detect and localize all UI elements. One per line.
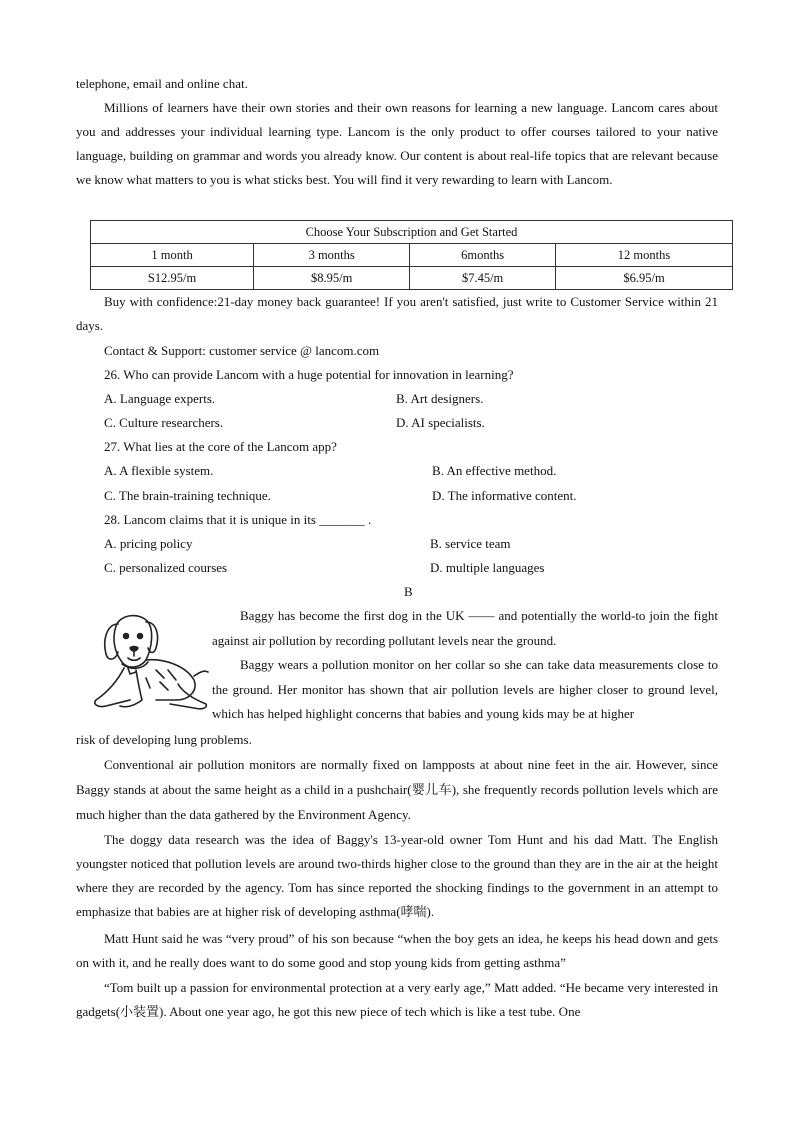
question-27-stem: 27. What lies at the core of the Lancom app? xyxy=(104,439,337,454)
plan-price: $8.95/m xyxy=(254,267,410,290)
question-28-option-b: B. service team xyxy=(430,536,511,551)
question-28-option-d: D. multiple languages xyxy=(430,560,545,575)
section-b-paragraph-2: Baggy wears a pollution monitor on her collar so she can take data measurements close to the ground. Her monitor has shown that air pollution levels are higher closer to ground level, which has helped highlight concerns that babies and young kids may be at higher xyxy=(212,657,718,721)
question-26-stem: 26. Who can provide Lancom with a huge potential for innovation in learning? xyxy=(104,367,514,382)
question-27-option-d: D. The informative content. xyxy=(432,488,577,503)
question-26-option-a: A. Language experts. xyxy=(104,391,216,406)
plan-price: S12.95/m xyxy=(91,267,254,290)
question-26-option-d: D. AI specialists. xyxy=(396,415,485,430)
question-26-option-b: B. Art designers. xyxy=(396,391,484,406)
subscription-title: Choose Your Subscription and Get Started xyxy=(91,221,733,244)
section-b-paragraph-6: “Tom built up a passion for environmental protection at a very early age,” Matt added. “He became very interested in gadgets(小装置). About one year ago, he got this new piece of tech which is like a test tube. One xyxy=(76,980,718,1019)
intro-tail: telephone, email and online chat. xyxy=(76,76,248,91)
question-27-option-c: C. The brain-training technique. xyxy=(104,488,271,503)
subscription-prices-row xyxy=(91,267,733,290)
section-b-paragraph-3: Conventional air pollution monitors are normally fixed on lampposts at about nine feet in the air. However, since Baggy stands at about the same height as a child in a pushchair(婴儿车), she frequently records pollution levels which are much higher than the data gathered by the Environment Agency. xyxy=(76,757,718,822)
plan-price: $7.45/m xyxy=(410,267,556,290)
question-28-option-c: C. personalized courses xyxy=(104,560,228,575)
subscription-table xyxy=(90,220,733,290)
plan-period: 12 months xyxy=(556,244,733,267)
section-b-paragraph-1: Baggy has become the first dog in the UK —— and potentially the world-to join the fight against air pollution by recording pollutant levels near the ground. xyxy=(212,608,718,648)
dog-illustration-icon xyxy=(86,608,212,716)
section-b-paragraph-4: The doggy data research was the idea of Baggy's 13-year-old owner Tom Hunt and his dad Matt. The English youngster noticed that pollution levels are around two-thirds higher close to the ground than they are in the air at the height where they are recorded by the agency. Tom has since reported the shocking findings to the government in an attempt to emphasize that babies are at higher risk of developing asthma(哮喘). xyxy=(76,832,718,919)
contact-support: Contact & Support: customer service @ lancom.com xyxy=(104,343,380,358)
plan-period: 6months xyxy=(410,244,556,267)
plan-period: 1 month xyxy=(91,244,254,267)
question-26-option-c: C. Culture researchers. xyxy=(104,415,224,430)
question-28-option-a: A. pricing policy xyxy=(104,536,193,551)
question-27-option-b: B. An effective method. xyxy=(432,463,557,478)
question-27-option-a: A. A flexible system. xyxy=(104,463,214,478)
plan-period: 3 months xyxy=(254,244,410,267)
subscription-periods-row xyxy=(91,244,733,267)
question-28-stem: 28. Lancom claims that it is unique in its _______ . xyxy=(104,512,372,527)
section-b-label: B xyxy=(404,584,413,599)
plan-price: $6.95/m xyxy=(556,267,733,290)
section-b-paragraph-2-tail: risk of developing lung problems. xyxy=(76,732,252,747)
guarantee-text: Buy with confidence:21-day money back guarantee! If you aren't satisfied, just write to Customer Service within 21 days. xyxy=(76,294,718,333)
section-b-paragraph-5: Matt Hunt said he was “very proud” of his son because “when the boy gets an idea, he keeps his head down and gets on with it, and he really does want to do some good and stop young kids from getting asthma” xyxy=(76,931,718,970)
paragraph-learners: Millions of learners have their own stories and their own reasons for learning a new language. Lancom cares about you and addresses your individual learning type. Lancom is the only product to offer courses tailored to your native language, building on grammar and words you already know. Our content is about real-life topics that are relevant because we know what matters to you is what sticks best. You will find it very rewarding to learn with Lancom. xyxy=(76,100,718,187)
